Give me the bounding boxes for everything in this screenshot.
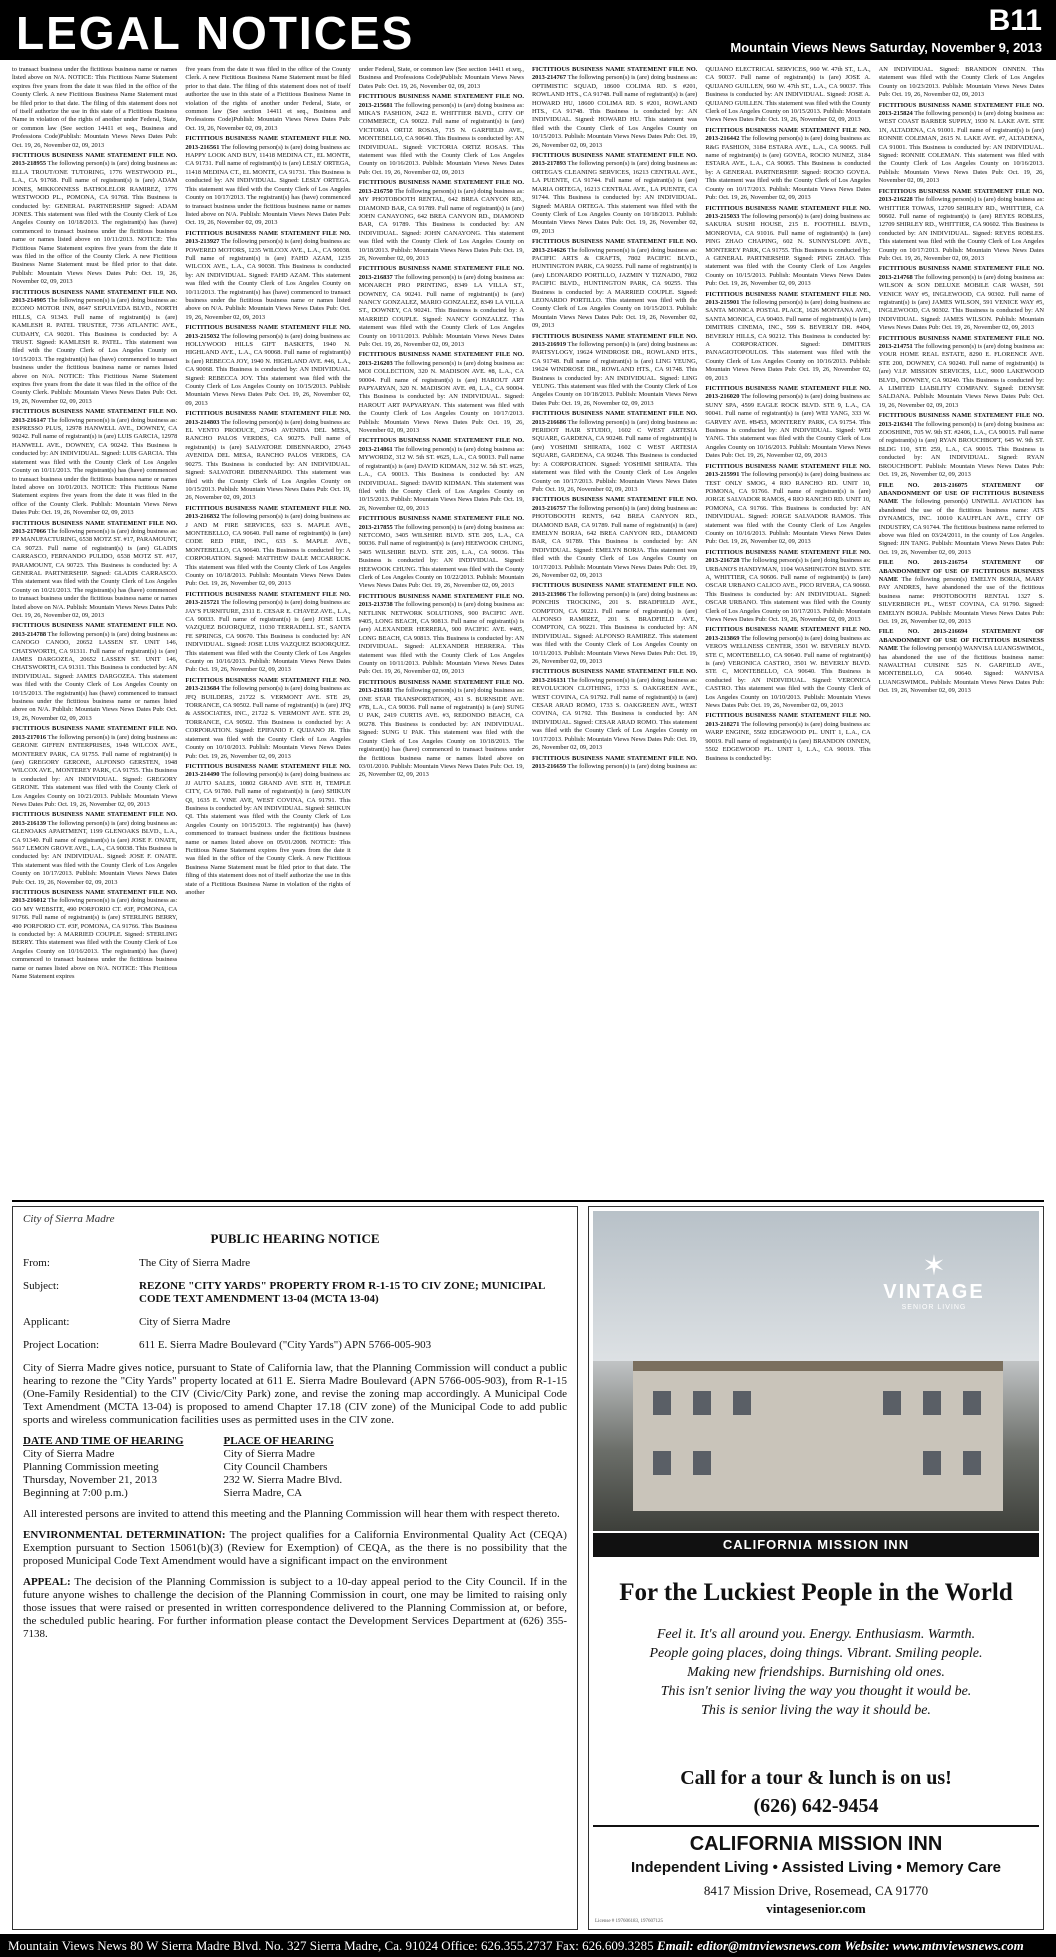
fictitious-business-notice (185, 763, 350, 898)
notice-body: The following person(s) is (are) doing business as: JFQ BUILDERS, 21722 S. VERMONT AVE. STE 29, TORRANCE, CA 90502. Full name of registrant(s) is (are) JFQ & ASSOCIATES, INC., 21722 S. VERMONT AVE. STE 29, TORRANCE, CA 90502. This Business is conducted by: A CORPORATION. Signed: EPIFANIO F. QUIJANO JR. This statement was filed with the County Clerk of Los Angeles County on 10/10/2013. Publish: Mountain Views News Dates Pub: Oct. 19, 26, November 02, 09, 2013 (185, 685, 351, 760)
notice-body: The following person(s) is (are) doing business as: SANTA MONICA POSTAL PLACE, 1626 MONTANA AVE., SANTA MONICA, CA 90403. Full name of registrant(s) is (are) DIMITRIS CINEMA, INC., 599 S. BEVERLY DR. #404, BEVERLY HILLS, CA 90212. This Business is conducted by: A CORPORATION. Signed: DIMITRIS PANAGIOTOPOULOS. This statement was filed with the County Clerk of Los Angeles County on 10/16/2013. Publish: Mountain Views News Dates Pub: Oct. 19, 26, November 02, 09, 2013 (705, 298, 871, 382)
notice-heading: FICTITIOUS BUSINESS NAME STATEMENT FILE NO. 2013-216728 (705, 548, 871, 565)
notice-heading: FICTITIOUS BUSINESS NAME STATEMENT FILE NO. 2013-216012 (12, 889, 178, 905)
window (733, 1391, 751, 1415)
date-line: City of Sierra Madre (23, 1448, 115, 1460)
from-row (23, 1257, 567, 1270)
window (923, 1451, 941, 1475)
footer-email: Email: editor@mtnviewsnews.com (656, 1938, 842, 1953)
footer-website: Website: www.mtnviewsnews.com (844, 1938, 1024, 1953)
notice-body: The following person(s) is (are) doing business as: PHOTOBOOTH RENTS, 642 BREA CANYON RD., DIAMOND BAR, CA 91789. Full name of registrant(s) is (are) EMELYN BORJA, 642 BREA CANYON RD., DIAMOND BAR, CA 91789. This Business is conducted by: AN INDIVIDUAL. Signed: EMELYN BORJA. This statement was filed with the County Clerk of Los Angeles County on 10/17/2013. Publish: Mountain Views News Dates Pub: Oct. 19, 26, November 02, 09, 2013 (531, 504, 698, 579)
notice-body: The following person(s) is (are) doing business as: ECONO MOTOR INN, 8647 SEPULVEDA BLVD., NORTH HILLS, CA 91343. Full name of registrant(s) is (are) KAMLESH R. PATEL TRUSTEE, 7736 ATLANTIC AVE., CUDAHY, CA 90201. This Business is conducted by: A TRUST. Signed: KAMLESH R. PATEL. This statement was filed with the County Clerk of Los Angeles County on 10/15/2013. The registrant(s) has (have) commenced to transact business under the fictitious business name or names listed above on N/A. NOTICE: This Fictitious Name Statement expires five years from the date it was filed in the office of the County Clerk. Publish: Mountain Views News Dates Pub: Oct. 19, 26, November 02, 09, 2013 (12, 296, 178, 405)
notice-body: The following person(s) is (are) doing business as: GLENOAKS APARTMENT, 1199 GLENOAKS BLVD., L.A., CA 91340. Full name of registrant(s) is (are) JOSE F. ONATE, 5617 LEMON GROVE AVE., L.A., CA 90038. This Business is conducted by: AN INDIVIDUAL. Signed: JOSE F. ONATE. This statement was filed with the County Clerk of Los Angeles County on 10/17/2013. Publish: Mountain Views News Dates Pub: Oct. 19, 26, November 02, 09, 2013 (12, 819, 178, 886)
date-block (23, 1435, 184, 1500)
environmental-section (23, 1529, 567, 1568)
notice-body: The following person(s) UNIWILL AVIATION has abandoned the use of the fictitious business name: ATS DYNAMICS, INC. 10010 KAUFFLAN AVE., CITY OF INDUSTRY, CA 91744. The fictitious business name referred to above was filed on 03/24/2011, in the county of Los Angeles. Signed: JIN TANG. Publish: Mountain Views News Dates Pub: Oct. 19, 26, November 02, 09, 2013 (878, 498, 1044, 556)
notice-heading: FICTITIOUS BUSINESS NAME STATEMENT FILE NO. 2013-217066 (12, 519, 178, 535)
notice-heading: FICTITIOUS BUSINESS NAME STATEMENT FILE NO. 2013-216131 (531, 668, 698, 684)
fictitious-business-notice (185, 66, 350, 133)
fictitious-business-notice (185, 591, 350, 675)
notice-heading: FICTITIOUS BUSINESS NAME STATEMENT FILE NO. 2013-214861 (358, 437, 524, 453)
notice-heading: FICTITIOUS BUSINESS NAME STATEMENT FILE NO. 2013-218955 (12, 152, 178, 168)
notice-heading: FICTITIOUS BUSINESS NAME STATEMENT FILE NO. 2013-216832 (185, 504, 351, 521)
ad-body (609, 1625, 1023, 1720)
notice-heading: FICTITIOUS BUSINESS NAME STATEMENT FILE NO. 2013-216147 (12, 408, 178, 424)
ad-license: License # 197606183, 197607125 (595, 1919, 664, 1924)
window (653, 1391, 671, 1415)
notice-body: The following person(s) is (are) doing business as: YOUR HOME REAL ESTATE, 8290 E. FLORENCE AVE. STE 200, DOWNEY, CA 90240. Full name of registrant(s) is (are) V.I.P. MISSION SERVICES, LLC, 9000 LAKEWOOD BLVD., DOWNEY, CA 90240. This Business is conducted by: A LIMITED LIABILITY COMPANY. Signed: DENYSE SALDANA. Publish: Mountain Views News Dates Pub: Oct. 19, 26, November 02, 09, 2013 (878, 343, 1044, 409)
notice-body: AN INDIVIDUAL. Signed: BRANDON ONNEN. This statement was filed with the County Clerk of Los Angeles County on 10/23/2013. Publish: Mountain Views News Dates Pub: Oct. 19, 26, November 02, 09, 2013 (878, 66, 1044, 99)
notice-heading: FICTITIOUS BUSINESS NAME STATEMENT FILE NO. 2013-216341 (878, 412, 1044, 428)
notice-body: The following person(s) is (are) doing business as: MYWORDZ, 312 W. 5th ST. #625, L.A., CA 90013. Full name of registrant(s) is (are) DAVID KIDMAN, 312 W. 5th ST. #625, L.A., CA 90013. This Business is conducted by: AN INDIVIDUAL. Signed: DAVID KIDMAN. This statement was filed with the County Clerk of Los Angeles County on 10/15/2013. Publish: Mountain Views News Dates Pub: Oct. 19, 26, November 02, 09, 2013 (358, 445, 524, 512)
date-line: Beginning at 7:00 p.m.) (23, 1487, 128, 1499)
notice-heading: FICTITIOUS BUSINESS NAME STATEMENT FILE NO. 2013-216757 (531, 496, 698, 512)
section-title: LEGAL NOTICES (16, 7, 415, 59)
fictitious-business-notice (359, 66, 524, 91)
notice-heading: FICTITIOUS BUSINESS NAME STATEMENT FILE NO. 2013-216442 (705, 126, 871, 143)
building-photo (593, 1211, 1039, 1531)
notice-heading: FICTITIOUS BUSINESS NAME STATEMENT FILE NO. 2013-216837 (358, 265, 524, 281)
notice-heading: FICTITIOUS BUSINESS NAME STATEMENT FILE NO. 2013-216659 (531, 754, 698, 770)
applicant-value: City of Sierra Madre (139, 1316, 231, 1328)
notice-body: The following person(s) is (are) doing business as: MIKA'S FASHION, 2422 E. WHITTIER BLVD., CITY OF COMMERCE, CA 90022. Full name of registrant(s) is (are) VICTORIA ORTIZ ROSAS, 715 N. GARFIELD AVE., MONTEBELLO, CA 90640. This Business is conducted by: AN INDIVIDUAL. Signed: VICTORIA ORTIZ ROSAS. This statement was filed with the County Clerk of Los Angeles County on 10/16/2013. Publish: Mountain Views News Dates Pub: Oct. 19, 26, November 02, 09, 2013 (358, 101, 524, 176)
ad-phone: (626) 642-9454 (753, 1795, 879, 1817)
fictitious-business-notice (879, 335, 1044, 411)
fictitious-business-notice (532, 582, 697, 666)
fictitious-business-notice (705, 626, 870, 710)
fictitious-business-notice (879, 482, 1044, 558)
notice-heading: FICTITIOUS BUSINESS NAME STATEMENT FILE NO. 2013-213927 (185, 229, 351, 246)
fictitious-business-notice (532, 668, 697, 752)
notice-body: The following person(s) EMELYN BORJA, MARY PAY ANDRES, have abandoned the use of the fictitious business name: PHOTOBOOTH RENTAL 1327 S. SILVERBIRCH PL., WEST COVINA, CA 91790. Signed: EMELYN BORJA. Publish: Mountain Views News Dates Pub: Oct. 19, 26, November 02, 09, 2013 (878, 575, 1044, 625)
fictitious-business-notice (185, 230, 350, 322)
notice-heading: FICTITIOUS BUSINESS NAME STATEMENT FILE NO. 2013-215991 (705, 462, 871, 479)
notice-body: The following person(s) is (are) doing business as: WEST COAST BARBER SUPPLY, 1930 N. LAKE AVE. STE 1N, ALTADENA, CA 91001. Full name of registrant(s) is (are) RONNIE COLEMAN, 2615 N. LAKE AVE. #7, ALTADENA, CA 91001. This Business is conducted by: AN INDIVIDUAL. Signed: RONNIE COLEMAN. This statement was filed with the County Clerk of Los Angeles County on 10/16/2013. Publish: Mountain Views News Dates Pub: Oct. 19, 26, November 02, 09, 2013 (878, 110, 1044, 185)
notice-body: The following person(s) is (are) doing business as: PONCHIS TROCKING, 201 S. BRADFIELD AVE., COMPTON, CA 90221. Full name of registrant(s) is (are) ALFONSO RAMIREZ, 201 S. BRADFIELD AVE., COMPTON, CA 90221. This Business is conducted by: AN INDIVIDUAL. Signed: ALFONSO RAMIREZ. This statement was filed with the County Clerk of Los Angeles County on 10/11/2013. Publish: Mountain Views News Dates Pub: Oct. 19, 26, November 02, 09, 2013 (531, 590, 698, 666)
notice-body: The following person(s) is (are) doing business as: ELLA TROUT/ONE TUTORING, 1776 WESTWOOD PL., L.A., CA 91768. Full name of registrant(s) is (are) ADAM JONES, MIKKONNESS BATHOLELOR RAMIREZ, 1776 WESTWOOD PL., POMONA, CA 91768. This Business is conducted by: GENERAL PARTNERSHIP Signed: ADAM JONES. This statement was filed with the County Clerk of Los Angeles County on 10/18/2013. The registrant(s) has (have) commenced to transact business under the fictitious business name or names listed above on 10/11/2013. NOTICE: This Fictitious Name Statement expires five years from the date it was filed in the office of the County Clerk. A new Fictitious Business Name Statement must be filed prior to that date. Publish: Mountain Views News Dates Pub: Oct. 19, 26, November 02, 09, 2013 (12, 160, 178, 286)
notice-heading: FICTITIOUS BUSINESS NAME STATEMENT FILE NO. 2013-216686 (531, 410, 698, 426)
fictitious-business-notice (705, 712, 870, 762)
notice-body: The following person(s) is (are) doing business as: R&G FASHION, 3184 ESTARA AVE., L.A., CA 90065. Full name of registrant(s) is (are) GOVEA, ROCIO NUNEZ, 3184 ESTARA AVE., L.A., CA 90065. This Business is conducted by: A GENERAL PARTNERSHIP. Signed: ROCIO GOVEA. This statement was filed with the County Clerk of Los Angeles County on 10/17/2013. Publish: Mountain Views News Dates Pub: Oct. 19, 26, November 02, 09, 2013 (705, 135, 871, 202)
fictitious-business-notice (879, 628, 1044, 695)
notice-column (12, 66, 177, 1196)
notice-body: The following person(s) is (are) doing business as: MOI COLLECTION, 320 N. MADISON AVE. #8, L.A., CA 90004. Full name of registrant(s) is (are) HAROUT ART PAPYARYAN, 320 N. MADISON AVE. #8, L.A., CA 90004. This Business is conducted by: AN INDIVIDUAL. Signed: HAROUT ART PAPYARYAN. This statement was filed with the County Clerk of Los Angeles County on 10/17/2013. Publish: Mountain Views News Dates Pub: Oct. 19, 26, November 02, 09, 2013 (358, 359, 524, 435)
fictitious-business-notice (12, 622, 177, 723)
window (693, 1391, 711, 1415)
appeal-text: The decision of the Planning Commission is subject to a 10-day appeal period to the City Council. If in the future anyone wishes to challenge the decision of the Planning Commission in court, one may be limited to raising only those issues that were raised or presented in written correspondence delivered to the Planning Commission at, or before, the scheduled public hearing. For further information please contact the Development Services Department at (626) 355-7138. (23, 1576, 567, 1640)
notice-heading: FICTITIOUS BUSINESS NAME STATEMENT FILE NO. 2013-214905 (12, 288, 178, 304)
hearing-details (23, 1435, 567, 1500)
notice-body: The following person(s) is (are) doing business as: VERO'S WELLNESS CENTER, 3501 W. BEVERLY BLVD. STE C, MONTEBELLO, CA 90640. Full name of registrant(s) is (are) VERONICA CASTRO, 3501 W. BEVERLY BLVD. STE C, MONTEBELLO, CA 90640. This Business is conducted by: AN INDIVIDUAL. Signed: VERONICA CASTRO. This statement was filed with the County Clerk of Los Angeles County on 10/10/2013. Publish: Mountain Views News Dates Pub: Oct. 19, 26, November 02, 09, 2013 (705, 634, 871, 710)
notice-heading: FICTITIOUS BUSINESS NAME STATEMENT FILE NO. 2013-214751 (878, 334, 1044, 350)
notice-body: The following person(s) WANVISA LUANGSWIMOL, has abandoned the use of the fictitious business name: NAWALTHAI CUISINE 525 N. GARFIELD AVE., MONTEBELLO, CA 90640. Signed: WANVISA LUANGSWIMOL. Publish: Mountain Views News Dates Pub: Oct. 19, 26, November 02, 09, 2013 (878, 645, 1044, 695)
fictitious-business-notice (359, 593, 524, 677)
notice-body: The following person(s) is (are) doing business as: (567, 762, 697, 770)
fictitious-business-notice (185, 135, 350, 227)
notice-body: The following person(s) is (are) doing business as: ONE STAR TRANSPORTATION, 431 S. BURNSIDE AVE. #7B, L.A., CA 90036. Full name of registrant(s) is (are) SUNG U PAK, 2419 CURTIS AVE. #3, REDONDO BEACH, CA 90278. This Business is conducted by: AN INDIVIDUAL. Signed: SUNG U PAK. This statement was filed with the County Clerk of Los Angeles County on 10/18/2013. The registrant(s) has (have) commenced to transact business under the fictitious business name or names listed above on 03/01/2010. Publish: Mountain Views News Dates Pub: Oct. 19, 26, November 02, 09, 2013 (358, 687, 524, 779)
notice-body: The following person(s) is (are) doing business as: JJ AUTO SALES, 10802 GRAND AVE STE H, TEMPLE CITY, CA 91780. Full name of registrant(s) is (are) SHIKUN QI, 1635 E. VINE AVE, WEST COVINA, CA 91791. This Business is conducted by: AN INDIVIDUAL. Signed: SHIKUN QI. This statement was filed with the County Clerk of Los Angeles County on 10/15/2013. The registrant(s) has (have) commenced to transact business under the fictitious business name or names listed above on 05/01/2008. NOTICE: This Fictitious Name Statement expires five years from the date it was filed in the office of the County Clerk. A new Fictitious Business Name Statement must be filed prior to that date. The filing of this statement does not of itself authorize the use in this state of a Fictitious Business Name in violation of the rights of another (185, 771, 351, 896)
notice-body: to transact business under the fictitious business name or names listed above on N/A. NOTICE: This Fictitious Name Statement expires five years from the date it was filed in the office of the County Clerk. A new Fictitious Business Name Statement must be filed prior to that date. The filing of this statement does not of itself authorize the use in this state of a Fictitious Business Name in violation of the rights of another under Federal, State, or common law (See section 14411 et seq., Business and Professions Code)Publish: Mountain Views News Dates Pub: Oct. 19, 26, November 02, 09, 2013 (12, 66, 178, 149)
fictitious-business-notice (532, 238, 697, 330)
subject-label: Subject: (23, 1280, 60, 1292)
notice-column (705, 66, 870, 1196)
fictitious-business-notice (12, 408, 177, 517)
fictitious-business-notice (532, 333, 697, 409)
notice-heading: FICTITIOUS BUSINESS NAME STATEMENT FILE NO. 2013-215681 (358, 93, 524, 109)
notice-body: The following person(s) is (are) doing business as: OPTIMISTIC SQUAD, 18600 COLIMA RD. S #201, ROWLAND HTS., CA 91748. Full name of registrant(s) is (are) HOWARD HU, 18600 COLIMA RD. S #201, ROWLAND HTS., CA 91748. This Business is conducted by: AN INDIVIDUAL. Signed: HOWARD HU. This statement was filed with the County Clerk of Los Angeles County on 10/15/2013. Publish: Mountain Views News Dates Pub: Oct. 19, 26, November 02, 09, 2013 (531, 74, 698, 149)
fictitious-business-notice (879, 412, 1044, 479)
fictitious-business-notice (705, 66, 870, 125)
env-text: The project qualifies for a California Environmental Quality Act (CEQA) Exemption pursuant to Section 15061(b)(3) (Review for Exemption) of CEQA, as the there is no possibility that the proposed Municipal Code Text Amendment would have a significant impact on the environment (23, 1529, 567, 1567)
subject-row (23, 1280, 567, 1306)
place-line: Sierra Madre, CA (223, 1487, 303, 1499)
notice-title: PUBLIC HEARING NOTICE (210, 1231, 380, 1246)
footer-line (8, 1934, 1024, 1957)
fictitious-business-notice (359, 265, 524, 349)
fictitious-business-notice (12, 152, 177, 287)
notice-body: The following person(s) is (are) doing business as: PACIFIC ARTS & CRAFTS, 7802 PACIFIC BLVD., HUNTINGTON PARK, CA 90255. Full name of registrant(s) is (are) LEONARDO PORTILLO, JAZMIN Y TIZNADO, 7802 PACIFIC BLVD., HUNTINGTON PARK, CA 90255. This Business is conducted by: A MARRIED COUPLE. Signed: LEONARDO PORTILLO. This statement was filed with the County Clerk of Los Angeles County on 10/15/2013. Publish: Mountain Views News Dates Pub: Oct. 19, 26, November 02, 09, 2013 (531, 246, 698, 330)
place-heading: PLACE OF HEARING (223, 1435, 334, 1447)
fictitious-business-notice (705, 463, 870, 547)
notice-body: The following person(s) is (are) doing business as: NETLINK NETWORK SOLUTIONS, 900 PACIFIC AVE. #405, LONG BEACH, CA 90813. Full name of registrant(s) is (are) ALEXANDER HERRERA, 900 PACIFIC AVE. #405, LONG BEACH, CA 90813. This Business is conducted by: AN INDIVIDUAL. Signed: ALEXANDER HERRERA. This statement was filed with the County Clerk of Los Angeles County on 10/11/2013. Publish: Mountain Views News Dates Pub: Oct. 19, 26, November 02, 09, 2013 (358, 601, 524, 676)
notice-body: The following person(s) is (are) doing business as: GO MY WEBSITE, 490 PORFORIO CT. #3F, POMONA, CA 91766. Full name of registrant(s) is (are) STERLING BERRY, 490 PORFORIO CT. #3F, POMONA, CA 91766. This Business is conducted by: A MARRIED COUPLE. Signed: STERLING BERRY. This statement was filed with the County Clerk of Los Angeles County on 10/16/2013. The registrant(s) has (have) commenced to transact business under the fictitious business name or names listed above on N/A. NOTICE: This Fictitious Name Statement expires (12, 897, 178, 981)
logo-name: VINTAGE (883, 1281, 985, 1303)
notice-body: The following person(s) is (are) doing business as: ZOOSHINE, 705 W. 9th ST. #2406, L.A., CA 90015. Full name of registrant(s) is (are) RYAN BROUCHBOFT, 645 W. 9th ST. BLDG 110, STE 259, L.A., CA 90015. This Business is conducted by: AN INDIVIDUAL. Signed: RYAN BROUCHBOFT. Publish: Mountain Views News Dates Pub: Oct. 19, 26, November 02, 09, 2013 (878, 420, 1044, 479)
notice-heading: FICTITIOUS BUSINESS NAME STATEMENT FILE NO. 2013-213738 (358, 592, 524, 609)
fictitious-business-notice (185, 677, 350, 761)
ad-body-line: Making new friendships. Burnishing old ones. (687, 1665, 945, 1680)
notice-body: The following person(s) is (are) doing business as: GERONE GIFFEN ENTERPRISES, 1948 WILCOX AVE., MONTEREY PARK, CA 91755. Full name of registrant(s) is (are) GREGORY GERONE, ALFONSO GERSTEN, 1948 WILCOX AVE., MONTEREY PARK, CA 91755. This Business is conducted by: AN INDIVIDUAL. Signed: GREGORY GERONE. This statement was filed with the County Clerk of Los Angeles County on 10/21/2013. Publish: Mountain Views News Dates Pub: Oct. 19, 26, November 02, 09, 2013 (12, 733, 178, 808)
notice-heading: FICTITIOUS BUSINESS NAME STATEMENT FILE NO. 2013-214767 (531, 66, 698, 82)
notice-heading: FICTITIOUS BUSINESS NAME STATEMENT FILE NO. 2013-216228 (878, 187, 1044, 204)
building (633, 1361, 1003, 1511)
notice-heading: FICTITIOUS BUSINESS NAME STATEMENT FILE NO. 2013-216139 (12, 811, 178, 827)
ad-body-line: This is senior living the way it should be. (701, 1703, 931, 1718)
notice-heading: FICTITIOUS BUSINESS NAME STATEMENT FILE NO. 2013-215033 (705, 204, 871, 220)
notice-heading: FICTITIOUS BUSINESS NAME STATEMENT FILE NO. 2013-217016 (12, 725, 178, 741)
notice-body: The following person(s) is (are) doing business as: ESPRESSO PLUS, 12978 HANWELL AVE., DOWNEY, CA 90242. Full name of registrant(s) is (are) LUIS GARCIA, 12978 HANWELL AVE., DOWNEY, CA 90242. This Business is conducted by: AN INDIVIDUAL. Signed: LUIS GARCIA. This statement was filed with the County Clerk of Los Angeles County on 10/11/2013. The registrant(s) has (have) commenced to transact business under the fictitious business name or names listed above on 10/01/2013. NOTICE: This Fictitious Name Statement expires five years from the date it was filed in the office of the County Clerk. Publish: Mountain Views News Dates Pub: Oct. 19, 26, November 02, 09, 2013 (12, 416, 178, 517)
fictitious-business-notice (359, 179, 524, 263)
notice-column (879, 66, 1044, 1196)
fictitious-business-notice (359, 351, 524, 435)
fictitious-business-notice (359, 679, 524, 780)
logo-mark-icon: ✶ (922, 1250, 946, 1281)
notice-heading: FILE NO. 2013-216694 STATEMENT OF ABANDONMENT OF USE OF FICTITIOUS BUSINESS NAME (878, 628, 1044, 653)
fictitious-business-notice (532, 152, 697, 236)
fictitious-business-notice (705, 385, 870, 461)
fictitious-business-notice (879, 188, 1044, 264)
page-footer (0, 1934, 1056, 1957)
window (693, 1451, 711, 1475)
place-line: City of Sierra Madre (223, 1448, 315, 1460)
fictitious-business-notice (359, 437, 524, 513)
fictitious-business-notice (185, 505, 350, 589)
ad-body-line: This isn't senior living the way you thought it would be. (660, 1684, 972, 1699)
env-heading: ENVIRONMENTAL DETERMINATION: (23, 1529, 226, 1541)
date-line: Planning Commission meeting (23, 1461, 159, 1473)
place-line: City Council Chambers (223, 1461, 328, 1473)
from-value: The City of Sierra Madre (139, 1257, 251, 1269)
notice-body: The following person(s) is (are) doing business as: WHITTIER TOWAS, 12709 SHIRLEY RD., WHITTIER, CA 90602. Full name of registrant(s) is (are) REYES ROBLES, 12709 SHIRLEY RD., WHITTIER, CA 90602. This Business is conducted by: AN INDIVIDUAL. Signed: REYES ROBLES. This statement was filed with the County Clerk of Los Angeles County on 10/17/2013. Publish: Mountain Views News Dates Pub: Oct. 19, 26, November 02, 09, 2013 (878, 196, 1044, 262)
notice-body: The following person(s) is (are) doing business as: NETCOMO, 3405 WILSHIRE BLVD. STE 205, L.A., CA 90036. Full name of registrant(s) is (are) HEEWOOK CHUNG, 3405 WILSHIRE BLVD. STE 205, L.A., CA 90036. This Business is conducted by: AN INDIVIDUAL. Signed: HEEWOOK CHUNG. This statement was filed with the County Clerk of Los Angeles County on 10/22/2013. Publish: Mountain Views News Dates Pub: Oct. 19, 26, November 02, 09, 2013 (358, 523, 524, 590)
dateline: Mountain Views News Saturday, November 9, 2013 (730, 40, 1042, 55)
ad-inn-name: CALIFORNIA MISSION INN (689, 1833, 943, 1855)
notice-heading: FICTITIOUS BUSINESS NAME STATEMENT FILE NO. 2013-214788 (12, 622, 178, 638)
fictitious-business-notice (185, 324, 350, 408)
fictitious-business-notice (879, 66, 1044, 100)
window (653, 1451, 671, 1475)
location-label: Project Location: (23, 1339, 100, 1351)
notice-body: The following person(s) is (are) doing business as: TEST ONLY SMOG, 4 RIO RANCHO RD. UNIT 10, POMONA, CA 91766. Full name of registrant(s) is (are) JORGE SALVADOR RAMOS, 4 RIO RANCHO RD. UNIT 10, POMONA, CA 91766. This Business is conducted by: AN INDIVIDUAL. Signed: JORGE SALVADOR RAMOS. This statement was filed with the County Clerk of Los Angeles County on 10/16/2013. Publish: Mountain Views News Dates Pub: Oct. 19, 26, November 02, 09, 2013 (705, 471, 871, 546)
notice-heading: FICTITIOUS BUSINESS NAME STATEMENT FILE NO. 2013-213684 (185, 676, 351, 693)
ad-call-to-action: Call for a tour & lunch is on us! (680, 1767, 952, 1789)
appeal-section (23, 1576, 567, 1641)
applicant-label: Applicant: (23, 1316, 70, 1328)
notice-intro: City of Sierra Madre gives notice, pursuant to State of California law, that the Planning Commission will conduct a public hearing to rezone the "City Yards" property located at 611 E. Sierra Madre Boulevard (APN 5766-005-903), from R-1-15 (One-Family Residential) to the CIV (Civic/City Park) zone, and revise the zoning map accordingly. A Municipal Code Text Amendment (MCTA 13-04) is proposed to amend Chapter 17.18 (CIV zone) of the Municipal Code to add public sports and wireless communication facilities uses as permitted uses in the CIV zone. (23, 1362, 567, 1426)
fictitious-business-notice (359, 515, 524, 591)
ad-divider (593, 1825, 1039, 1827)
notice-column (532, 66, 697, 1196)
notice-heading: FICTITIOUS BUSINESS NAME STATEMENT FILE NO. 2013-214803 (185, 410, 351, 426)
notice-body: five years from the date it was filed in the office of the County Clerk. A new Fictitious Business Name Statement must be filed prior to that date. The filing of this statement does not of itself authorize the use in this state of a Fictitious Business Name in violation of the rights of another under Federal, State, or common law (See section 14411 et seq., Business and Professions Code)Publish: Mountain Views News Dates Pub: Oct. 19, 26, November 02, 09, 2013 (185, 66, 351, 132)
fictitious-business-notice (12, 289, 177, 407)
logo-subtitle: SENIOR LIVING (901, 1304, 967, 1311)
fictitious-business-notice (705, 549, 870, 625)
window (923, 1391, 941, 1415)
notice-heading: FICTITIOUS BUSINESS NAME STATEMENT FILE NO. 2013-215901 (705, 290, 871, 306)
section-divider (12, 1200, 1044, 1202)
notice-body: The following person(s) is (are) doing business as: POWERED MOTORS, 1235 WILCOX AVE., L.A., CA 90038. Full name of registrant(s) is (are) FAHD AZAM, 1235 WILCOX AVE., L.A., CA 90038. This Business is conducted by: AN INDIVIDUAL. Signed: FAHD AZAM. This statement was filed with the County Clerk of Los Angeles County on 10/11/2013. The registrant(s) has (have) commenced to transact business under the fictitious business name or names listed above on N/A. Publish: Mountain Views News Dates Pub: Oct. 19, 26, November 02, 09, 2013 (185, 238, 351, 321)
notice-body: The following person(s) is (are) doing business as: PARTSYLOGY, 19624 WINDROSE DR., ROWLAND HTS., CA 91748. Full name of registrant(s) is (are) LING YEUNG, 19624 WINDROSE DR., ROWLAND HTS., CA 91748. This Business is conducted by: AN INDIVIDUAL. Signed: LING YEUNG. This statement was filed with the County Clerk of Los Angeles County on 10/18/2013. Publish: Mountain Views News Dates Pub: Oct. 19, 26, November 02, 09, 2013 (531, 341, 698, 407)
notice-body: The following person(s) is (are) doing business as: WARP ENGINE, 5502 EDGEWOOD PL. UNIT 1, L.A., CA 90019. Full name of registrant(s) is (are) BRANDON ONNEN, 5502 EDGEWOOD PL. UNIT 1, L.A., CA 90019. This Business is conducted by: (705, 720, 871, 762)
notice-body: The following person(s) is (are) doing business as: MONARCH PRO PRINTING, 8349 LA VILLA ST., DOWNEY, CA 90241. Full name of registrant(s) is (are) NANCY GONZALEZ, MARIO GONZALEZ, 8349 LA VILLA ST., DOWNEY, CA 90241. This Business is conducted by: A MARRIED COUPLE. Signed: NANCY GONZALEZ. This statement was filed with the County Clerk of Los Angeles County on 10/11/2013. Publish: Mountain Views News Dates Pub: Oct. 19, 26, November 02, 09, 2013 (358, 273, 524, 348)
notice-heading: FICTITIOUS BUSINESS NAME STATEMENT FILE NO. 2013-216750 (358, 179, 524, 195)
applicant-row (23, 1316, 567, 1329)
notice-body: The following person(s) is (are) doing business as: SUNY SPA, 4599 EAGLE ROCK BLVD. STE 9, L.A., CA 90041. Full name of registrant(s) is (are) WEI YANG, 333 W. GARVEY AVE. #B453, MONTEREY PARK, CA 91754. This Business is conducted by: AN INDIVIDUAL. Signed: WEI YANG. This statement was filed with the County Clerk of Los Angeles County on 10/16/2013. Publish: Mountain Views News Dates Pub: Oct. 19, 26, November 02, 09, 2013 (705, 393, 871, 460)
notice-heading: FICTITIOUS BUSINESS NAME STATEMENT FILE NO. 2013-214490 (185, 762, 351, 779)
senior-living-advertisement (588, 1206, 1044, 1930)
window (963, 1391, 981, 1415)
notice-body: The following person(s) is (are) doing business as: PERIDOT HAIR STUDIO, 1602 C WEST ARTESIA SQUARE, GARDENA, CA 90248. Full name of registrant(s) is (are) YOSHIMI SHIRATA, 1602 C WEST ARTESIA SQUARE, GARDENA, CA 90248. This Business is conducted by: A CORPORATION. Signed: YOSHIMI SHIRATA. This statement was filed with the County Clerk of Los Angeles County on 10/17/2013. Publish: Mountain Views News Dates Pub: Oct. 19, 26, November 02, 09, 2013 (531, 418, 698, 493)
notice-column (359, 66, 524, 1196)
notice-heading: FICTITIOUS BUSINESS NAME STATEMENT FILE NO. 2013-216203 (358, 351, 524, 367)
notice-heading: FICTITIOUS BUSINESS NAME STATEMENT FILE NO. 2013-216181 (358, 678, 524, 695)
notice-heading: FICTITIOUS BUSINESS NAME STATEMENT FILE NO. 2013-217893 (531, 152, 698, 168)
notice-body: The following person(s) is (are) doing business as: URBANO'S HANDYMAN, 1104 WASHINGTON BLVD. STE A, WHITTIER, CA 90606. Full name of registrant(s) is (are) OSCAR URBANO CALICO AVE., PICO RIVERA, CA 90660. This Business is conducted by: AN INDIVIDUAL. Signed: OSCAR URBANO. This statement was filed with the County Clerk of Los Angeles County on 10/17/2013. Publish: Mountain Views News Dates Pub: Oct. 19, 26, November 02, 09, 2013 (705, 557, 871, 623)
fictitious-business-notice (12, 889, 177, 981)
appeal-heading: APPEAL: (23, 1576, 71, 1588)
notice-heading: FICTITIOUS BUSINESS NAME STATEMENT FILE NO. 2013-216561 (185, 135, 351, 151)
fictitious-business-notice (705, 205, 870, 289)
place-block (224, 1435, 343, 1500)
ad-care-levels: Independent Living • Assisted Living • Memory Care (630, 1859, 1001, 1876)
notice-body: QUIJANO ELECTRICAL SERVICES, 960 W. 47th ST., L.A., CA 90037. Full name of registrant(s) is (are) JOSE A. QUIJANO GUILLEN, 960 W. 47th ST., L.A., CA 90037. This Business is conducted by: AN INDIVIDUAL. Signed: JOSE A. QUIJANO GUILLEN. This statement was filed with the County Clerk of Los Angeles County on 10/15/2013. Publish: Mountain Views News Dates Pub: Oct. 19, 26, November 02, 09, 2013 (705, 66, 871, 124)
masthead (0, 0, 1056, 60)
fictitious-business-notice (12, 811, 177, 887)
fictitious-business-notice (185, 410, 350, 502)
notice-heading: FICTITIOUS BUSINESS NAME STATEMENT FILE NO. 2013-218271 (705, 712, 871, 728)
ad-headline: For the Luckiest People in the World (619, 1579, 1013, 1606)
footer-text: Mountain Views News 80 W Sierra Madre Blvd. No. 327 Sierra Madre, Ca. 91024 Office: 626.355.2737 Fax: 626.609.3285 (8, 1938, 654, 1953)
notice-body: The following person(s) is (are) doing business as: MY PHOTOBOOTH RENTAL, 642 BREA CANYON RD., DIAMOND BAR, CA 91789. Full name of registrant(s) is (are) JOHN CANAYONG, 642 BREA CANYON RD., DIAMOND BAR, CA 91789. This Business is conducted by: AN INDIVIDUAL. Signed: JOHN CANAYONG. This statement was filed with the County Clerk of Los Angeles County on 10/18/2013. Publish: Mountain Views News Dates Pub: Oct. 19, 26, November 02, 09, 2013 (358, 187, 524, 262)
ad-address: 8417 Mission Drive, Rosemead, CA 91770 (703, 1883, 929, 1898)
date-line: Thursday, November 21, 2013 (23, 1474, 158, 1486)
notice-heading: FICTITIOUS BUSINESS NAME STATEMENT FILE NO. 2013-213986 (531, 582, 698, 598)
fictitious-business-notice (359, 93, 524, 177)
notice-heading: FILE NO. 2013-216075 STATEMENT OF ABANDONMENT OF USE OF FICTITIOUS BUSINESS NAME (878, 481, 1044, 506)
legal-notice-columns (12, 66, 1044, 1196)
fictitious-business-notice (705, 291, 870, 383)
ad-banner: CALIFORNIA MISSION INN (593, 1533, 1039, 1557)
fictitious-business-notice (12, 725, 177, 809)
notice-body: The following person(s) is (are) doing business as: CANOGO CANOO, 20652 LASSEN ST. UNIT 146, CHATSWORTH, CA 91311. Full name of registrant(s) is (are) JAMES DARGOZEA, 20652 LASSEN ST. UNIT 146, CHATSWORTH, CA 91311. This Business is conducted by: AN INDIVIDUAL. Signed: JAMES DARGOZEA. This statement was filed with the County Clerk of Los Angeles County on 10/15/2013. The registrant(s) has (have) commenced to transact business under the fictitious business name or names listed above on N/A. Publish: Mountain Views News Dates Pub: Oct. 19, 26, November 02, 09, 2013 (12, 630, 178, 722)
page-number: B11 (988, 4, 1042, 37)
window (883, 1391, 901, 1415)
notice-heading: FILE NO. 2013-216754 STATEMENT OF ABANDONMENT OF USE OF FICTITIOUS BUSINESS NAME (878, 559, 1044, 583)
notice-body: The following person(s) is (are) doing business as: SAKURA SUSHI HOUSE, 215 E. FOOTHILL BLVD., MONROVIA, CA 91016. Full name of registrant(s) is (are) PING ZHAO CHAPING, 602 N. SUNNYSLOPE AVE., MONTEREY PARK, CA 91755. This Business is conducted by: A GENERAL PARTNERSHIP. Signed: PING ZHAO. This statement was filed with the County Clerk of Los Angeles County on 10/15/2013. Publish: Mountain Views News Dates Pub: Oct. 19, 26, November 02, 09, 2013 (705, 212, 871, 288)
notice-body: The following person(s) is (are) doing business as: FP MANUFACTURING, 6538 MOTZ ST. #17, PARAMOUNT, CA 90723. Full name of registrant(s) is (are) GLADIS CARRASCO, FERNANDO PULIDO, 6538 MOTZ ST. #17, PARAMOUNT, CA 90723. This Business is conducted by: A GENERAL PARTNERSHIP. Signed: GLADIS CARRASCO. This statement was filed with the County Clerk of Los Angeles County on 10/21/2013. The registrant(s) has (have) commenced to transact business under the fictitious business name or names listed above on N/A. Publish: Mountain Views News Dates Pub: Oct. 19, 26, November 02, 09, 2013 (12, 527, 178, 619)
ad-website: vintagesenior.com (766, 1901, 866, 1916)
location-row (23, 1339, 567, 1352)
fictitious-business-notice (532, 755, 697, 772)
fictitious-business-notice (879, 265, 1044, 332)
notice-body: The following person(s) is (are) doing business as: WILSON & SON DELUXE MOBILE CAR WASH, 591 VENICE WAY #5, INGLEWOOD, CA 90302. Full name of registrant(s) is (are) JAMES WILSON, 591 VENICE WAY #5, INGLEWOOD, CA 90302. This Business is conducted by: AN INDIVIDUAL. Signed: JAMES WILSON. Publish: Mountain Views News Dates Pub: Oct. 19, 26, November 02, 09, 2013 (878, 273, 1044, 332)
vintage-logo (879, 1251, 989, 1311)
fictitious-business-notice (12, 66, 177, 150)
notice-heading: FICTITIOUS BUSINESS NAME STATEMENT FILE NO. 2013-215032 (185, 324, 351, 340)
notice-heading: FICTITIOUS BUSINESS NAME STATEMENT FILE NO. 2013-214626 (531, 238, 698, 254)
notice-column (185, 66, 350, 1196)
from-label: From: (23, 1257, 50, 1269)
invite-text: All interested persons are invited to attend this meeting and the Planning Commission will hear them with respect thereto. (23, 1508, 560, 1520)
window (963, 1451, 981, 1475)
notice-heading: FICTITIOUS BUSINESS NAME STATEMENT FILE NO. 2013-216919 (531, 332, 698, 348)
subject-value: REZONE "CITY YARDS" PROPERTY FROM R-1-15 TO CIV ZONE; MUNICIPAL CODE TEXT AMENDMENT 13-04 (MCTA 13-04) (139, 1280, 545, 1305)
notice-heading: FICTITIOUS BUSINESS NAME STATEMENT FILE NO. 2013-215824 (878, 101, 1044, 118)
notice-body: The following person(s) is (are) doing business as: JAY'S FURNITURE, 2311 E. CESAR E. CHAVEZ AVE., L.A., CA 90033. Full name of registrant(s) is (are) JOSE LUIS VAZQUEZ BOJORQUEZ, 11030 TERRADELL ST., SANTA FE SPRINGS, CA 90670. This Business is conducted by: AN INDIVIDUAL. Signed: JOSE LUIS VAZQUEZ BOJORQUEZ. This statement was filed with the County Clerk of Los Angeles County on 10/16/2013. Publish: Mountain Views News Dates Pub: Oct. 19, 26, November 02, 09, 2013 (185, 599, 351, 674)
ad-body-line: Feel it. It's all around you. Energy. Enthusiasm. Warmth. (656, 1627, 976, 1642)
fictitious-business-notice (532, 66, 697, 150)
notice-heading: FICTITIOUS BUSINESS NAME STATEMENT FILE NO. 2013-217855 (358, 515, 524, 531)
public-hearing-notice (12, 1206, 578, 1930)
fictitious-business-notice (705, 127, 870, 203)
notice-body: The following person(s) is (are) doing business as: HOLLYWOOD HILLS GIFT BASKETS, 1940 N. HIGHLAND AVE., L.A., CA 90068. Full name of registrant(s) is (are) REBECCA JOY, 1940 N. HIGHLAND AVE. #46, L.A., CA 90068. This Business is conducted by: AN INDIVIDUAL. Signed: REBECCA JOY. This statement was filed with the County Clerk of Los Angeles County on 10/15/2013. Publish: Mountain Views News Dates Pub: Oct. 19, 26, November 02, 09, 2013 (185, 332, 351, 407)
notice-body: The following person(s) is (are) doing business as: HAPPY LOOK AND BUY, 11418 MEDINA CT., EL MONTE, CA 91731. Full name of registrant(s) is (are) LESLY ORTEGA, 11418 MEDINA CT., EL MONTE, CA 91731. This Business is conducted by: AN INDIVIDUAL. Signed: LESLY ORTEGA. This statement was filed with the County Clerk of Los Angeles County on 10/17/2013. The registrant(s) has (have) commenced to transact business under the fictitious business name or names listed above on N/A. Publish: Mountain Views News Dates Pub: Oct. 19, 26, November 02, 09, 2013 (185, 143, 351, 227)
notice-body: under Federal, State, or common law (See section 14411 et seq., Business and Professions Code)Publish: Mountain Views News Dates Pub: Oct. 19, 26, November 02, 09, 2013 (358, 66, 524, 90)
notice-heading: FICTITIOUS BUSINESS NAME STATEMENT FILE NO. 2013-216020 (705, 385, 871, 401)
notice-body: The following person(s) is (are) doing business as: J AND M FIRE SERVICES, 633 S. MAPLE AVE., MONTEBELLO, CA 90640. Full name of registrant(s) is (are) CODE RED FIRE, INC., 633 S. MAPLE AVE., MONTEBELLO, CA 90640. This Business is conducted by: A CORPORATION. Signed: MATTHEW DALE MCCARRICK. This statement was filed with the County Clerk of Los Angeles County on 10/18/2013. Publish: Mountain Views News Dates Pub: Oct. 19, 26, November 02, 09, 2013 (185, 513, 351, 588)
notice-heading: FICTITIOUS BUSINESS NAME STATEMENT FILE NO. 2013-214768 (878, 265, 1044, 281)
notice-body: The following person(s) is (are) doing business as: ORTEGA'S CLEANING SERVICES, 16213 CENTRAL AVE., LA PUENTE, CA 91744. Full name of registrant(s) is (are) MARIA ORTEGA, 16213 CENTRAL AVE., LA PUENTE, CA 91744. This Business is conducted by: AN INDIVIDUAL. Signed: MARIA ORTEGA. This statement was filed with the County Clerk of Los Angeles County on 10/18/2013. Publish: Mountain Views News Dates Pub: Oct. 19, 26, November 02, 09, 2013 (531, 160, 698, 235)
city-tag: City of Sierra Madre (23, 1213, 115, 1225)
ad-body-line: People going places, doing things. Vibrant. Smiling people. (649, 1646, 983, 1661)
notice-body: The following person(s) is (are) doing business as: REVOLUCION CLOTHING, 1733 S. OAKGREEN AVE., WEST COVINA, CA 91792. Full name of registrant(s) is (are) CESAR ARAD ROMO, 1733 S. OAKGREEN AVE., WEST COVINA, CA 91792. This Business is conducted by: AN INDIVIDUAL. Signed: CESAR ARAD ROMO. This statement was filed with the County Clerk of Los Angeles County on 10/17/2013. Publish: Mountain Views News Dates Pub: Oct. 19, 26, November 02, 09, 2013 (531, 676, 698, 752)
notice-body: The following person(s) is (are) doing business as: EL VENTO PRODUCE, 27643 AVENIDA DEL MESA, RANCHO PALOS VERDES, CA 90275. Full name of registrant(s) is (are) SALVATORE DIBENNARDO, 27643 AVENIDA DEL MESA, RANCHO PALOS VERDES, CA 90275. This Business is conducted by: AN INDIVIDUAL. Signed: SALVATORE DIBENNARDO. This statement was filed with the County Clerk of Los Angeles County on 10/15/2013. Publish: Mountain Views News Dates Pub: Oct. 19, 26, November 02, 09, 2013 (185, 418, 351, 502)
location-value: 611 E. Sierra Madre Boulevard ("City Yards") APN 5766-005-903 (139, 1339, 432, 1351)
notice-heading: FICTITIOUS BUSINESS NAME STATEMENT FILE NO. 2013-215721 (185, 590, 351, 607)
fictitious-business-notice (532, 496, 697, 580)
notice-heading: FICTITIOUS BUSINESS NAME STATEMENT FILE NO. 2013-213869 (705, 626, 871, 642)
fictitious-business-notice (532, 410, 697, 494)
fictitious-business-notice (879, 559, 1044, 626)
place-line: 232 W. Sierra Madre Blvd. (223, 1474, 343, 1486)
fictitious-business-notice (12, 520, 177, 621)
fictitious-business-notice (879, 102, 1044, 186)
date-heading: DATE AND TIME OF HEARING (23, 1435, 184, 1447)
